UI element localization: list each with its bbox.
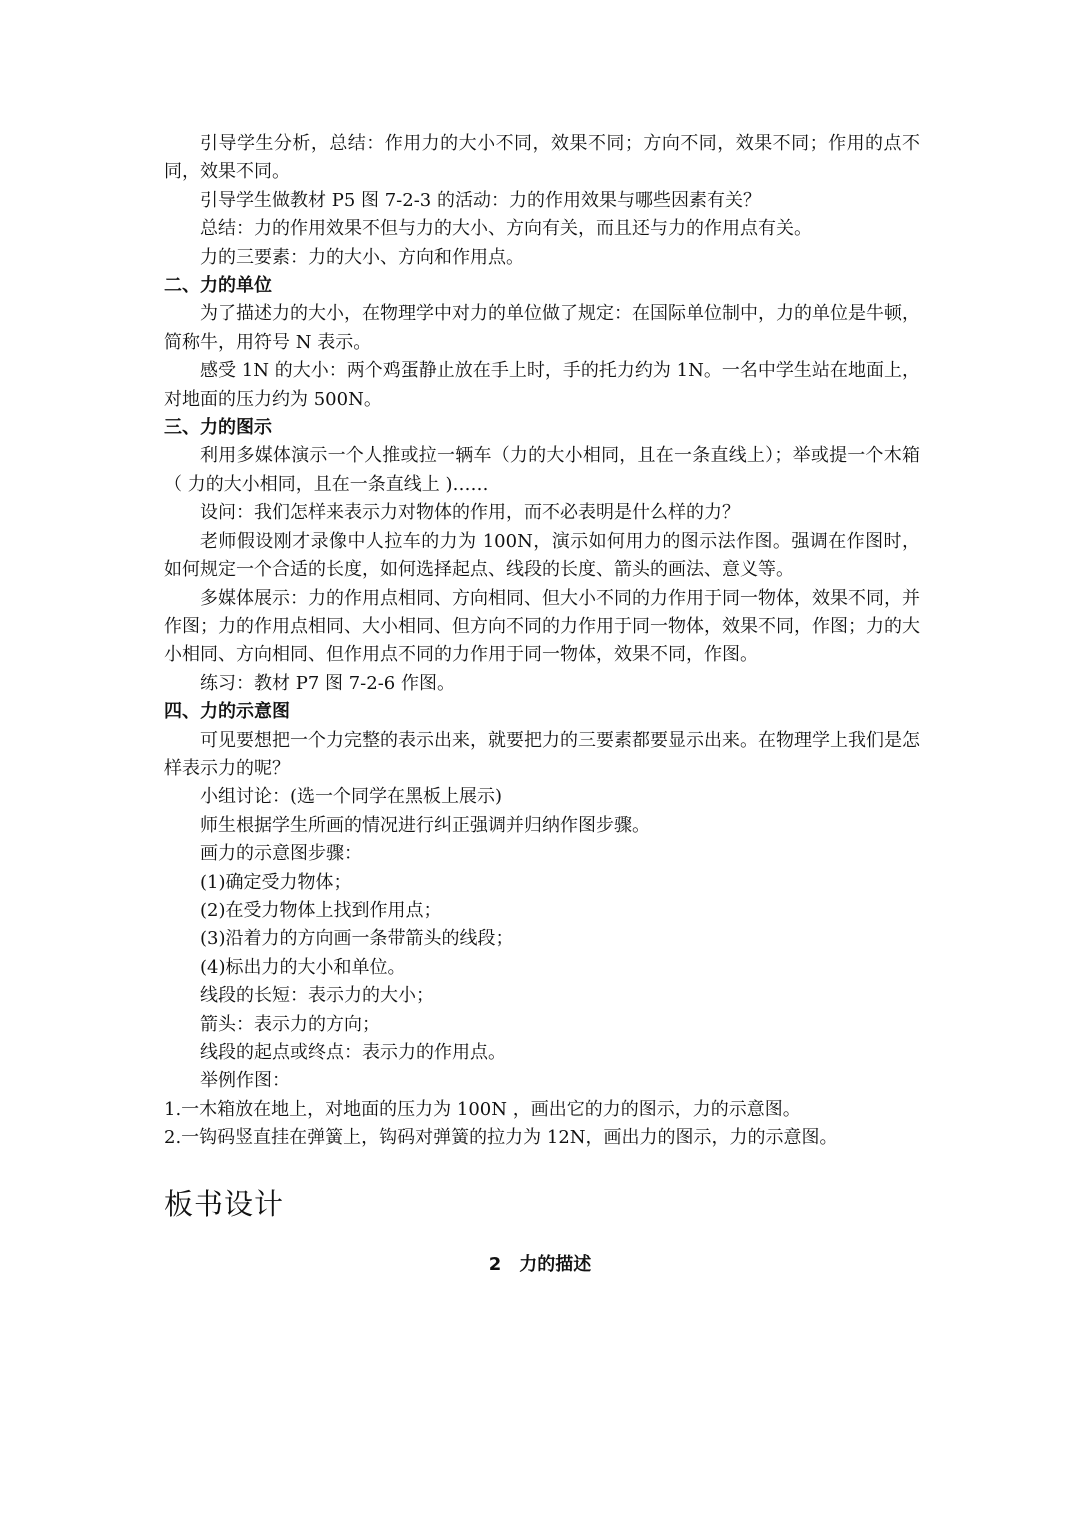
- exercise-item: 2.一钩码竖直挂在弹簧上，钩码对弹簧的拉力为 12N，画出力的图示，力的示意图。: [164, 1127, 838, 1149]
- step-item: (2)在受力物体上找到作用点；: [200, 899, 442, 921]
- paragraph: 总结：力的作用效果不但与力的大小、方向有关，而且还与力的作用点有关。: [200, 218, 812, 240]
- step-item: (4)标出力的大小和单位。: [200, 956, 406, 978]
- paragraph: 举例作图：: [200, 1070, 290, 1092]
- board-title: 2 力的描述: [488, 1254, 592, 1275]
- paragraph: 为了描述力的大小，在物理学中对力的单位做了规定：在国际单位制中，力的单位是牛顿，简称牛，用符号 N 表示。: [164, 303, 920, 353]
- paragraph: 引导学生分析，总结：作用力的大小不同，效果不同；方向不同，效果不同；作用的点不同，效果不同。: [164, 133, 920, 183]
- step-item: (3)沿着力的方向画一条带箭头的线段；: [200, 928, 514, 950]
- document-body: [164, 130, 920, 1153]
- paragraph: 感受 1N 的大小：两个鸡蛋静止放在手上时，手的托力约为 1N。一名中学生站在地面上，对地面的压力约为 500N。: [164, 360, 920, 410]
- paragraph: 多媒体展示：力的作用点相同、方向相同、但大小不同的力作用于同一物体，效果不同，并作图；力的作用点相同、大小相同、但方向不同的力作用于同一物体，效果不同，作图；力的大小相同、方向相同、但作用点不同的力作用于同一物体，效果不同，作图。: [164, 587, 920, 666]
- paragraph: 力的三要素：力的大小、方向和作用点。: [200, 246, 524, 268]
- paragraph: 练习：教材 P7 图 7-2-6 作图。: [200, 672, 455, 694]
- exercise-item: 1.一木箱放在地上，对地面的压力为 100N ，画出它的力的图示，力的示意图。: [164, 1098, 801, 1120]
- paragraph: 老师假设刚才录像中人拉车的力为 100N，演示如何用力的图示法作图。强调在作图时，如何规定一个合适的长度，如何选择起点、线段的长度、箭头的画法、意义等。: [164, 530, 920, 581]
- paragraph: 画力的示意图步骤：: [200, 843, 362, 865]
- paragraph: 小组讨论：(选一个同学在黑板上展示): [200, 786, 503, 808]
- section-heading-diagram: 三、力的图示: [164, 417, 272, 439]
- paragraph: 设问：我们怎样来表示力对物体的作用，而不必表明是什么样的力？: [200, 502, 740, 524]
- section-heading-schematic: 四、力的示意图: [164, 701, 290, 723]
- paragraph: 师生根据学生所画的情况进行纠正强调并归纳作图步骤。: [200, 814, 650, 836]
- paragraph: 可见要想把一个力完整的表示出来，就要把力的三要素都要显示出来。在物理学上我们是怎样表示力的呢？: [164, 729, 920, 779]
- step-item: (1)确定受力物体；: [200, 871, 352, 893]
- paragraph: 利用多媒体演示一个人推或拉一辆车（力的大小相同，且在一条直线上）；举或提一个木箱（ 力的大小相同，且在一条直线上 )……: [164, 445, 920, 495]
- paragraph: 线段的长短：表示力的大小；: [200, 985, 434, 1007]
- paragraph: 箭头：表示力的方向；: [200, 1013, 380, 1035]
- paragraph: 引导学生做教材 P5 图 7-2-3 的活动：力的作用效果与哪些因素有关？: [200, 189, 761, 211]
- section-heading-unit: 二、力的单位: [164, 275, 272, 297]
- section-title: 板书设计: [164, 1187, 285, 1221]
- paragraph: 线段的起点或终点：表示力的作用点。: [200, 1042, 506, 1063]
